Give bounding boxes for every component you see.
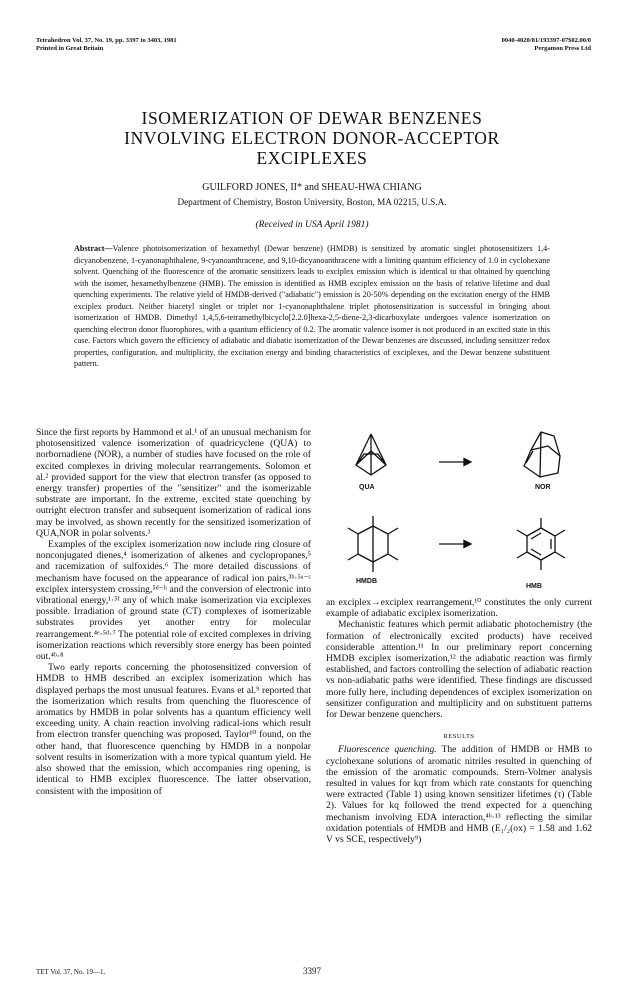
label-hmdb: HMDB <box>356 578 377 585</box>
paragraph-early-reports: Two early reports concerning the photosensitized conversion of HMDB to HMB described an exciplex isomerization which has displayed perhaps the most unusual features. Evans et al.⁹ reported that the isomerization which results from quenching the fluorescence of aromatics by HMDB in polar solvents has a quantum efficiency well exceeding unity. A chain reaction involving radical-ions which result from electron transfer quenching was proposed. Taylor¹⁰ found, on the other hand, that fluorescence quenching by HMDB in a nonpolar solvent results in isomerization with a more typical quantum yield. He also showed that the emission, which accompanies ring opening, is identical to HMB exciplex fluorescence. The latter observation, consistent with the imposition of <box>36 662 311 797</box>
right-arrow-icon <box>439 541 471 548</box>
printed-in: Printed in Great Britain <box>36 45 104 52</box>
journal-header-left <box>36 37 336 53</box>
authors: GUILFORD JONES, II* and SHEAU-HWA CHIANG <box>202 182 422 193</box>
affiliation: Department of Chemistry, Boston University, Boston, MA 02215, U.S.A. <box>177 197 447 207</box>
abstract-text: Valence photoisomerization of hexamethyl (Dewar benzene) (HMDB) is sensitized by aromatic singlet photosensitizers 1,4-dicyanobenzene, 1-cyanonaphthalene, 9-cyanoanthracene, and 9,10-dicyanoanthracene with a limiting quantum efficiency of 1.0 in cyclohexane solvent. Quenching of the fluorescence of the aromatic sensitizers leads to exciplex emission which is identical to that obtained by quenching with the isomer, hexamethylbenzene (HMB). The emission is identified as HMB exciplex emission on the basis of relative lifetime and dual quenching experiments. The relative yield of HMDB-derived ("adiabatic") emission is 20-50% depending on the excitation energy of the HMB exciplex product. Neither biacetyl singlet or triplet nor 1-cyanonaphthalene triplet photosensitization is successful in bringing about isomerization of HMDB. Dimethyl 1,4,5,6-tetramethylbicyclo[2.2.0]hexa-2,5-diene-2,3-dicarboxylate undergoes valence isomerization on quenching electron donor fluorophores, with a quantum efficiency of 0.2. The aromatic valence isomer is not produced in an excited state in this case. Factors which govern the efficiency of adiabatic and diabatic isomerization of the Dewar benzenes are discussed, including sensitizer redox properties, configuration, and multiplicity, the excitation energy and binding characteristics of exciplexes, and the Dewar benzene substituent pattern. <box>74 244 550 369</box>
right-arrow-icon <box>439 459 471 466</box>
paragraph-mechanistic: Mechanistic features which permit adiabatic photochemistry (the formation of electronically excited products) have received considerable attention.¹¹ In our preliminary report concerning HMDB exciplex isomerization,¹² the adiabatic reaction was firmly established, and factors controlling the selection of adiabatic reaction vs non-adiabatic paths were identified. These findings are discussed more fully here, including dependences of exciplex isomerization on sensitizer configuration and multiplicity and on substituent patterns for Dewar benzene quenchers. <box>326 619 592 721</box>
title-line-2: INVOLVING ELECTRON DONOR-ACCEPTOR <box>124 128 500 148</box>
journal-header-right <box>380 37 591 53</box>
reaction-scheme-figure <box>326 418 592 598</box>
right-column <box>326 597 592 845</box>
label-nor: NOR <box>535 484 551 491</box>
norbornadiene-structure <box>524 432 560 477</box>
hmdb-structure <box>348 516 398 572</box>
paragraph-text: The addition of HMDB or HMB to cyclohexane solutions of aromatic nitriles resulted in quenching of the emission of the aromatic compounds. Stern-Volmer analysis resulted in values for kqτ from which rate constants for quenching were extracted (Table 1) using known sensitizer lifetimes (τ) (Table 2). Values for kq followed the trend expected for a quenching mechanism involving EDA interaction,⁴ᵇ·¹³ reflecting the similar oxidation potentials of HMDB and HMB (E₁/₂(ox) = 1.58 and 1.62 V vs SCE, respectively⁹) <box>326 744 593 846</box>
abstract-label: Abstract— <box>74 244 113 253</box>
label-hmb: HMB <box>526 583 542 590</box>
section-heading-results: RESULTS <box>443 733 475 741</box>
reaction-scheme-drawing <box>326 418 592 598</box>
label-qua: QUA <box>359 484 375 491</box>
run-in-heading: Fluorescence quenching. <box>338 744 437 756</box>
publisher: Pergamon Press Ltd <box>534 45 591 52</box>
paragraph-continuation: an exciplex→exciplex rearrangement,¹⁰ constitutes the only current example of adiabatic exciplex isomerization. <box>326 597 592 620</box>
received-date: (Received in USA April 1981) <box>255 220 369 230</box>
left-column <box>36 427 311 797</box>
issn-code: 0040-4020/81/193397-07$02.00/0 <box>501 37 591 44</box>
title-line-1: ISOMERIZATION OF DEWAR BENZENES <box>141 108 483 128</box>
footer-journal: TET Vol. 37, No. 19—1. <box>36 968 106 976</box>
title-line-3: EXCIPLEXES <box>256 148 368 168</box>
paragraph-examples: Examples of the exciplex isomerization now include ring closure of nonconjugated dienes,⁴ isomerization of alkenes and cyclopropanes,⁵ and racemization of sulfoxides.⁶ The more detailed discussions of mechanism have focused on the appearance of radical ion pairs,³ᵇ·⁵ᵃ⁻ᶜ exciplex intersystem crossing,⁵ᵈ⁻ʰ and the conversion of electronic into vibrational energy,¹·⁵ᶠ any of which make isomerization via exciplexes possible. Irradiation of ground state (CT) complexes of isomerizable substrates provides yet another entry for molecular rearrangement.⁴ᵉ·⁵ᵈ·⁷ The potential role of excited complexes in driving isomerization reactions which reversibly store energy has been pointed out.⁴ᵇ·⁸ <box>36 539 311 663</box>
paragraph-fluorescence-quenching <box>326 744 592 845</box>
page-number: 3397 <box>303 966 321 976</box>
abstract <box>74 243 550 370</box>
quadricyclane-structure <box>356 434 386 475</box>
paragraph-intro: Since the first reports by Hammond et al.¹ of an unusual mechanism for photosensitized valence isomerization of quadricyclene (QUA) to norbornadiene (NOR), a number of studies have focused on the role of excited complexes in driving molecular rearrangements. Solomon et al.² provided support for the view that electron transfer (as opposed to energy transfer) properties of the "sensitizer" and the isomerizable substrate are important. In the extreme, excited state quenching by outright electron transfer and subsequent isomerization of radical ions may be involved, as shown recently for the sensitized isomerization of QUA,NOR in polar solvents.³ <box>36 427 311 539</box>
journal-citation: Tetrahedron Vol. 37, No. 19, pp. 3397 to 3403, 1981 <box>36 37 177 44</box>
hmb-structure <box>517 518 565 570</box>
